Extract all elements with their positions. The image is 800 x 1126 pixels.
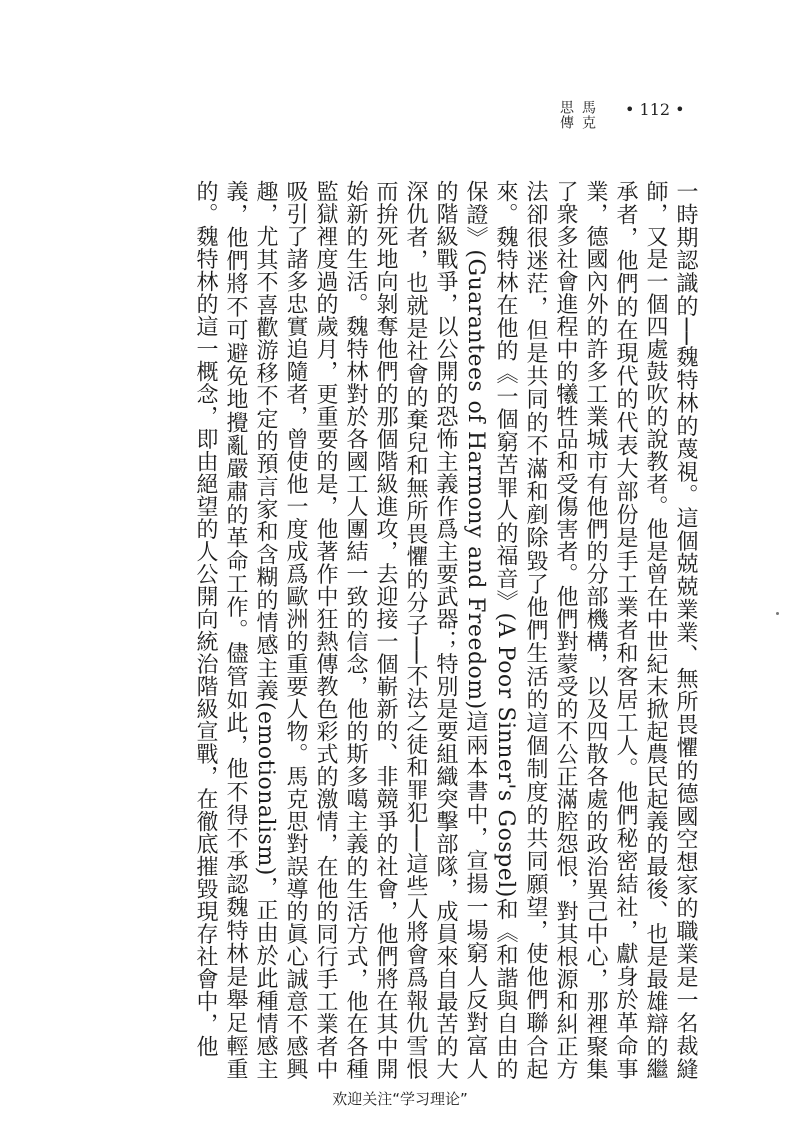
page-number: • 112 • <box>625 100 685 119</box>
footer-caption: 欢迎关注“学习理论” <box>332 1090 468 1108</box>
page-header <box>555 100 715 140</box>
vertical-body-text <box>160 180 700 1080</box>
running-head-title: 馬克思傳 <box>558 100 596 130</box>
margin-dot <box>776 612 779 615</box>
body-paragraph: 一時期認識的──魏特林的蔑視。這個兢兢業業、無所畏懼的德國空想家的職業是一名裁縫師，又是一個四處鼓吹的說教者。他是曾在中世紀末掀起農民起義的最後、也是最雄辯的繼承者，他們的在現代的代表大部份是手工業者和客居工人。他們秘密結社，獻身於革命事業，德國內外的許多工業城市有他們的分部機構，以及四散各處的政治異己中心，那裡聚集了衆多社會進程中的犧牲品和受傷害者。他們對蒙受的不公正滿腔怨恨，對其根源和糾正方法卻很迷茫，但是共同的不滿和剷除毀了他們生活的這個制度的共同願望，使他們聯合起來。魏特林在他的《一個窮苦罪人的福音》(A Poor Sinner's Gospel)和《和諧與自由的保證》(Guarantees of Harmony and Freedom)這兩本書中，宣揚一場窮人反對富人的階級戰爭，以公開的恐怖主義作爲主要武器；特別是要組織突擊部隊，成員來自最苦的大深仇者，也就是社會的棄兒和無所畏懼的分子──不法之徒和罪犯──這些人將會爲報仇雪恨而拚死地向剝奪他們的那個階級進攻，去迎接一個嶄新的、非競爭的社會，他們將在其中開始新的生活。魏特林對於各國工人團結一致的信念，他的斯多噶主義的生活方式，他在各種監獄裡度過的歲月，更重要的是，他著作中狂熱傳教色彩式的激情，在他的同行手工業者中吸引了諸多忠實追隨者，曾使他一度成爲歐洲的重要人物。馬克思對誤導的眞心誠意不感興趣，尤其不喜歡游移不定的預言家和含糊的情感主義(emotionalism)，正由於此種情感主義，他們將不可避免地攪亂嚴肅的革命工作。儘管如此，他不得不承認魏特林是舉足輕重的。魏特林的這一概念，即由絕望的人公開向統治階級宣戰，在徹底摧毀現存社會中，他 <box>193 180 698 1080</box>
